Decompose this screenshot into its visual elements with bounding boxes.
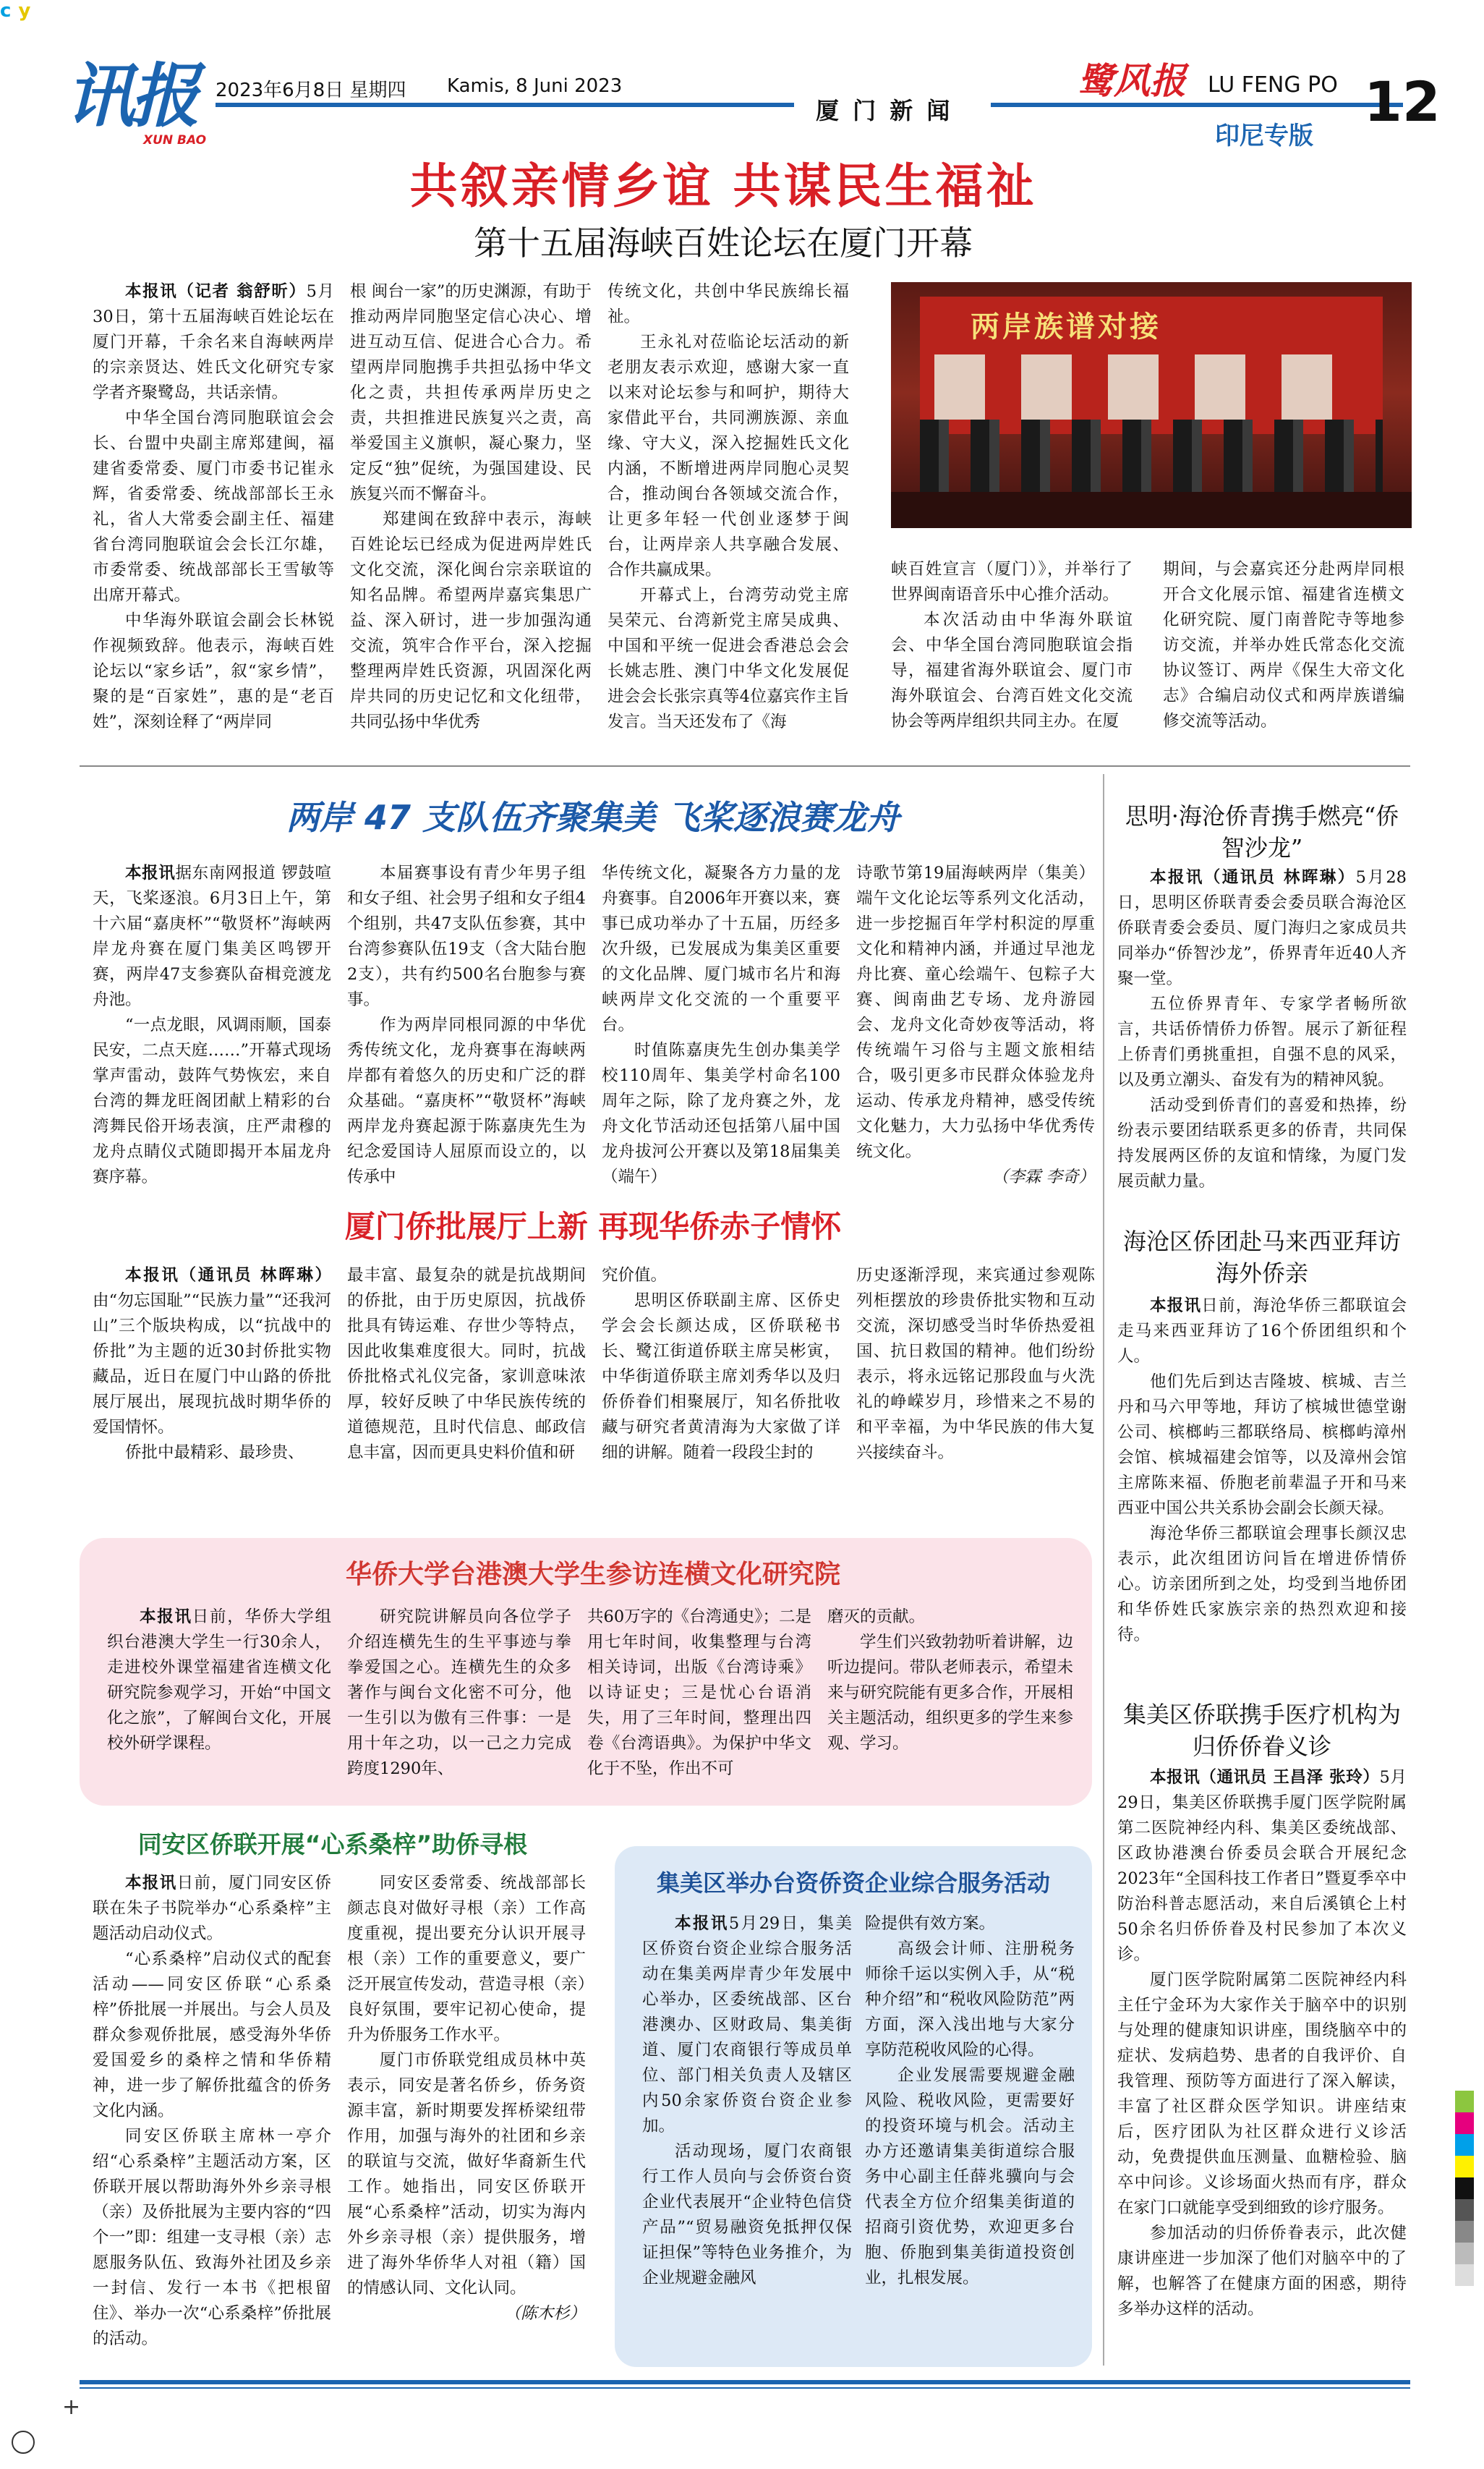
dragon-col-3 <box>602 861 840 1186</box>
lead-subhead: 第十五届海峡百姓论坛在厦门开幕 <box>474 224 973 263</box>
color-swatch-gray-3 <box>1455 2243 1474 2264</box>
lead-col-5 <box>1163 557 1404 745</box>
huaqiao-col-2 <box>347 1605 571 1793</box>
paragraph: 他们先后到达吉隆坡、槟城、吉兰丹和马六甲等地，拜访了槟城世德堂谢公司、槟榔屿三都联络局、槟榔屿漳州会馆、槟城福建会馆等，以及漳州会馆主席陈来福、侨胞老前辈温子开和马来西亚中国公共关系协会副会长颜天禄。 <box>1117 1372 1407 1518</box>
color-swatch-gray-2 <box>1455 2221 1474 2243</box>
paragraph: 厦门市侨联党组成员林中英表示，同安是著名侨乡，侨务资源丰富，新时期要发挥桥梁纽带作用，加强与海外的社团和乡亲的联谊与交流，做好华裔新生代工作。她指出，同安区侨联开展“心系桑梓”活动，切实为海内外乡亲寻根（亲）提供服务，增进了海外华侨华人对祖（籍）国的情感认同、文化认同。 <box>347 2051 586 2298</box>
siming-body <box>1117 865 1407 1191</box>
jimei-biz-col-1 <box>642 1911 852 2360</box>
paragraph: 作为两岸同根同源的中华优秀传统文化，龙舟赛事在海峡两岸都有着悠久的历史和广泛的群众基础。“嘉庚杯”“敬贤杯”海峡两岸龙舟赛起源于陈嘉庚先生为纪念爱国诗人屈原而设立的，以传承中 <box>347 1016 586 1186</box>
logo-text: 讯报 <box>65 56 195 137</box>
dragon-col-4 <box>856 861 1095 1186</box>
color-swatch-cyan <box>1455 2134 1474 2156</box>
photo-sign-text: 两岸族谱对接 <box>971 310 1161 344</box>
paragraph: 本报讯（记者 翁舒昕）5月30日，第十五届海峡百姓论坛在厦门开幕，千余名来自海峡两岸的宗亲贤达、姓氏文化研究专家学者齐聚鹭岛，共话亲情。 <box>93 282 334 402</box>
paragraph: 华传统文化，凝聚各方力量的龙舟赛事。自2006年开赛以来，赛事已成功举办了十五届，历经多次升级，已发展成为集美区重要的文化品牌、厦门城市名片和海峡两岸文化交流的一个重要平台。 <box>602 864 840 1034</box>
paragraph: 根 闽台一家”的历史渊源，有助于推动两岸同胞坚定信心决心、增进互动互信、促进合心合力。希望两岸同胞携手共担弘扬中华文化之责，共担传承两岸历史之责，共担推进民族复兴之责，高举爱国主义旗帜，凝心聚力，坚定反“独”促统，为强国建设、民族复兴而不懈奋斗。 <box>350 282 592 503</box>
tongan-headline: 同安区侨联开展“心系桑梓”助侨寻根 <box>137 1830 528 1858</box>
huaqiao-col-3 <box>587 1605 811 1793</box>
registration-y: y <box>18 0 38 22</box>
color-swatch-yellow <box>1455 2156 1474 2177</box>
dragon-col-2 <box>347 861 586 1186</box>
color-swatch-green <box>1455 2091 1474 2112</box>
crop-mark-corner <box>12 2431 35 2454</box>
issue-date-indonesian: Kamis, 8 Juni 2023 <box>447 75 623 97</box>
paragraph: 思明区侨联副主席、区侨史学会会长颜达成，区侨联秘书长、鹭江街道侨联主席吴彬寅，中华街道侨联主席刘秀华以及归侨侨眷们相聚展厅，知名侨批收藏与研究者黄清海为大家做了详细的讲解。随着一段段尘封的 <box>602 1291 840 1462</box>
section-divider <box>80 765 1410 767</box>
registration-c: c <box>0 0 19 22</box>
exhibition-col-1 <box>93 1263 331 1513</box>
logo-subtext: XUN BAO <box>143 133 207 148</box>
siming-headline: 思明·海沧侨青携手燃亮“侨智沙龙” <box>1125 802 1399 862</box>
paragraph: 险提供有效方案。 <box>865 1914 996 1933</box>
photo-framed-genealogies <box>934 354 1368 420</box>
paragraph: 参加活动的归侨侨眷表示，此次健康讲座进一步加深了他们对脑卒中的了解，也解答了在健康方面的困惑，期待多举办这样的活动。 <box>1117 2224 1407 2319</box>
byline-signature: （李霖 李奇） <box>992 1168 1095 1186</box>
paragraph: 本报讯日前，华侨大学组织台港澳大学生一行30余人，走进校外课堂福建省连横文化研究院参观学习，开始“中国文化之旅”，了解闽台文化，开展校外研学课程。 <box>107 1607 331 1753</box>
page-number: 12 <box>1364 69 1441 134</box>
medical-body <box>1117 1765 1407 2366</box>
jimei-biz-headline: 集美区举办台资侨资企业综合服务活动 <box>656 1869 1050 1897</box>
photo-people <box>920 420 1383 499</box>
haicang-body <box>1117 1293 1407 1684</box>
paragraph: 开幕式上，台湾劳动党主席吴荣元、台湾新党主席吴成典、中国和平统一促进会香港总会会长姚志胜、澳门中华文化发展促进会会长张宗真等4位嘉宾作主旨发言。当天还发布了《海 <box>607 586 849 731</box>
paragraph: 本次活动由中华海外联谊会、中华全国台湾同胞联谊会指导，福建省海外联谊会、厦门市海外联谊会、台湾百姓文化交流协会等两岸组织共同主办。在厦 <box>891 611 1133 731</box>
byline-signature: （陈木杉） <box>504 2304 586 2323</box>
crop-mark-bottom: + <box>62 2394 81 2420</box>
paragraph: 活动受到侨青们的喜爱和热捧，纷纷表示要团结联系更多的侨青，共同保持发展两区侨的友谊和情缘，为厦门发展贡献力量。 <box>1117 1096 1407 1191</box>
paragraph: 磨灭的贡献。 <box>827 1607 926 1626</box>
paragraph: 峡百姓宣言（厦门）》，并举行了世界闽南语音乐中心推介活动。 <box>891 560 1133 604</box>
paragraph: 企业发展需要规避金融风险、税收风险，更需要好的投资环境与机会。活动主办方还邀请集美街道综合服务中心副主任薛兆骥向与会代表全方位介绍集美街道的招商引资优势，欢迎更多台胞、侨胞到集美街道投资创业，扎根发展。 <box>865 2066 1075 2287</box>
paragraph: 同安区委常委、统战部部长颜志良对做好寻根（亲）工作高度重视，提出要充分认识开展寻根（亲）工作的重要意义，要广泛开展宣传发动，营造寻根（亲）良好氛围，要牢记初心使命，提升为侨服务工作水平。 <box>347 1874 586 2044</box>
right-column-divider <box>1103 774 1104 2366</box>
lead-col-3 <box>607 279 849 735</box>
color-swatch-gray-1 <box>1455 2199 1474 2221</box>
huaqiao-headline: 华侨大学台港澳大学生参访连横文化研究院 <box>345 1560 840 1589</box>
paragraph: 究价值。 <box>602 1266 668 1285</box>
dragon-col-1 <box>93 861 331 1186</box>
lead-col-2 <box>350 279 592 735</box>
issue-date: 2023年6月8日 星期四 <box>216 80 406 101</box>
paragraph: 厦门医学院附属第二医院神经内科主任宁金环为大家作关于脑卒中的识别与处理的健康知识讲座，围绕脑卒中的症状、发病趋势、患者的自我评价、自我管理、预防等方面进行了深入解读，丰富了社区群众医学知识。讲座结束后，医疗团队为社区群众进行义诊活动，免费提供血压测量、血糖检验、脑卒中问诊。义诊场面火热而有序，群众在家门口就能享受到细致的诊疗服务。 <box>1117 1971 1407 2217</box>
paragraph: 本报讯5月29日，集美区侨资台资企业综合服务活动在集美两岸青少年发展中心举办，区委统战部、区台港澳办、区财政局、集美街道、厦门农商银行等成员单位、部门相关负责人及辖区内50余家侨资台资企业参加。 <box>642 1914 852 2136</box>
paragraph: 本报讯日前，厦门同安区侨联在朱子书院举办“心系桑梓”主题活动启动仪式。 <box>93 1874 331 1943</box>
jimei-biz-col-2 <box>865 1911 1075 2360</box>
dateline: 本报讯（记者 翁舒昕） <box>125 282 307 301</box>
paragraph: 诗歌节第19届海峡两岸（集美）端午文化论坛等系列文化活动，进一步挖掘百年学村积淀的厚重文化和精神内涵，并通过早池龙舟比赛、童心绘端午、包粽子大赛、闽南曲艺专场、龙舟游园会、龙舟文化奇妙夜等活动，将传统端午习俗与主题文旅相结合，吸引更多市民群众体验龙舟运动、传承龙舟精神，感受传统文化魅力，大力弘扬中华优秀传统文化。 <box>856 864 1095 1161</box>
lead-headline: 共叙亲情乡谊 共谋民生福祉 <box>409 158 1037 214</box>
footer-rule <box>80 2380 1410 2384</box>
paragraph: 传统文化，共创中华民族绵长福祉。 <box>607 282 849 326</box>
paragraph: 时值陈嘉庚先生创办集美学校110周年、集美学村命名100周年之际，除了龙舟赛之外，龙舟文化节活动还包括第八届中国龙舟拔河公开赛以及第18届集美（端午） <box>602 1041 840 1186</box>
paragraph: 本报讯（通讯员 林晖琳）5月28日，思明区侨联青委会委员联合海沧区侨联青委会委员、厦门海归之家成员共同举办“侨智沙龙”，侨界青年近40人齐聚一堂。 <box>1117 868 1407 988</box>
section-name: 厦 门 新 闻 <box>816 97 953 124</box>
paper-name: LU FENG PO <box>1208 72 1338 98</box>
xunbao-logo <box>65 56 224 150</box>
color-swatch-black <box>1455 2177 1474 2199</box>
paragraph: 同安区侨联主席林一亭介绍“心系桑梓”主题活动方案，区侨联开展以帮助海外外乡亲寻根（亲）及侨批展为主要内容的“四个一”即：组建一支寻根（亲）志愿服务队伍、致海外社团及乡亲一封信、发行一本书《把根留住》、举办一次“心系桑梓”侨批展的活动。 <box>93 2127 331 2348</box>
exhibition-col-2 <box>347 1263 586 1513</box>
medical-headline: 集美区侨联携手医疗机构为归侨侨眷义诊 <box>1122 1701 1401 1760</box>
paragraph: 最丰富、最复杂的就是抗战期间的侨批，由于历史原因，抗战侨批具有铸运难、存世少等特点，因此收集难度很大。同时，抗战侨批格式礼仪完备，家训意味浓厚，较好反映了中华民族传统的道德规范，且时代信息、邮政信息丰富，因而更具史料价值和研 <box>347 1266 586 1462</box>
registration-marks <box>0 0 38 22</box>
paragraph: 学生们兴致勃勃听着讲解，边听边提问。带队老师表示，希望未来与研究院能有更多合作，开展相关主题活动，组织更多的学生来参观、学习。 <box>827 1633 1073 1753</box>
lead-col-4 <box>891 557 1133 745</box>
masthead-rule-left <box>216 103 794 107</box>
exhibition-col-3 <box>602 1263 840 1513</box>
haicang-headline: 海沧区侨团赴马来西亚拜访海外侨亲 <box>1122 1228 1401 1287</box>
huaqiao-col-1 <box>107 1605 331 1793</box>
paragraph: 五位侨界青年、专家学者畅所欲言，共话侨情侨力侨智。展示了新征程上侨青们勇挑重担，自强不息的风采，以及勇立潮头、奋发有为的精神风貌。 <box>1117 995 1407 1089</box>
edition-label: 印尼专版 <box>1215 122 1313 150</box>
paragraph: 本报讯据东南网报道 锣鼓喧天，飞桨逐浪。6月3日上午，第十六届“嘉庚杯”“敬贤杯”海峡两岸龙舟赛在厦门集美区鸣锣开赛，两岸47支参赛队奋楫竞渡龙舟池。 <box>93 864 331 1009</box>
paragraph: 侨批中最精彩、最珍贵、 <box>125 1443 304 1462</box>
paragraph: 海沧华侨三都联谊会理事长颜汉忠表示，此次组团访问旨在增进侨情侨心。访亲团所到之处，均受到当地侨团和华侨姓氏家族宗亲的热烈欢迎和接待。 <box>1117 1524 1407 1644</box>
huaqiao-col-4 <box>827 1605 1073 1793</box>
paragraph: 本报讯（通讯员 林晖琳）由“勿忘国耻”“民族力量”“还我河山”三个版块构成，以“抗战中的侨批”为主题的近30封侨批实物藏品，近日在厦门中山路的侨批展厅展出，展现抗战时期华侨的爱国情怀。 <box>93 1266 331 1437</box>
lead-col-1 <box>93 279 334 735</box>
lead-photo <box>891 282 1412 528</box>
masthead-rule-right <box>991 103 1403 107</box>
paragraph: 共60万字的《台湾通史》；二是用七年时间，收集整理与台湾相关诗词，出版《台湾诗乘》以诗证史；三是忧心台语消失，用了三年时间，整理出四卷《台湾语典》。为保护中华文化于不坠，作出不可 <box>587 1607 811 1778</box>
exhibition-col-4 <box>856 1263 1095 1513</box>
dragon-boat-headline: 两岸 47 支队伍齐聚集美 飞桨逐浪赛龙舟 <box>286 798 900 837</box>
tongan-col-2 <box>347 1871 586 2370</box>
footer-rule-thin <box>80 2387 1410 2389</box>
color-swatch-gray-4 <box>1455 2264 1474 2286</box>
paragraph: 中华全国台湾同胞联谊会会长、台盟中央副主席郑建闽，福建省委常委、厦门市委书记崔永辉，省委常委、统战部部长王永礼，省人大常委会副主任、福建省台湾同胞联谊会会长江尔雄，市委常委、统战部部长王雪敏等出席开幕式。 <box>93 409 334 605</box>
paragraph: 研究院讲解员向各位学子介绍连横先生的生平事迹与拳拳爱国之心。连横先生的众多著作与闽台文化密不可分，他一生引以为傲有三件事：一是用十年之功，以一己之力完成跨度1290年、 <box>347 1607 571 1778</box>
paragraph: 本报讯（通讯员 王昌泽 张玲）5月29日，集美区侨联携手厦门医学院附属第二医院神经内科、集美区委统战部、区政协港澳台侨委员会联合开展纪念2023年“全国科技工作者日”暨夏季卒中防治科普志愿活动，来自后溪镇仑上村50余名归侨侨眷及村民参加了本次义诊。 <box>1117 1768 1407 1964</box>
tongan-col-1 <box>93 1871 331 2370</box>
paragraph: 本报讯日前，海沧华侨三都联谊会走马来西亚拜访了16个侨团组织和个人。 <box>1117 1296 1407 1366</box>
paragraph: 期间，与会嘉宾还分赴两岸同根开合文化展示馆、福建省连横文化研究院、厦门南普陀寺等地参访交流，并举办姓氏常态化交流协议签订、两岸《保生大帝文化志》合编启动仪式和两岸族谱编修交流等活动。 <box>1163 560 1404 731</box>
paragraph: “一点龙眼，风调雨顺，国泰民安，二点天庭……”开幕式现场掌声雷动，鼓阵气势恢宏，来自台湾的舞龙旺阁团献上精彩的台湾舞民俗开场表演，庄严肃穆的龙舟点睛仪式随即揭开本届龙舟赛序幕。 <box>93 1016 331 1186</box>
paragraph: 本届赛事设有青少年男子组和女子组、社会男子组和女子组4个组别，共47支队伍参赛，其中台湾参赛队伍19支（含大陆台胞2支），共有约500名台胞参与赛事。 <box>347 864 586 1009</box>
paragraph: 活动现场，厦门农商银行工作人员向与会侨资台资企业代表展开“企业特色信贷产品”“贸易融资免抵押仅保证担保”等特色业务推介，为企业规避金融风 <box>642 2142 852 2287</box>
paragraph: 高级会计师、注册税务师徐千运以实例入手，从“税种介绍”和“税收风险防范”两方面，深入浅出地与大家分享防范税收风险的心得。 <box>865 1939 1075 2060</box>
photo-stage-floor <box>891 492 1412 528</box>
exhibition-headline: 厦门侨批展厅上新 再现华侨赤子情怀 <box>344 1209 842 1244</box>
paragraph: 王永礼对莅临论坛活动的新老朋友表示欢迎，感谢大家一直以来对论坛参与和呵护，期待大家借此平台，共同溯族源、亲血缘、守大义，深入挖掘姓氏文化内涵，不断增进两岸同胞心灵契合，推动闽台各领域交流合作，让更多年轻一代创业逐梦于闽台，让两岸亲人共享融合发展、合作共赢成果。 <box>607 333 849 579</box>
paragraph: 中华海外联谊会副会长林锐作视频致辞。他表示，海峡百姓论坛以“家乡话”，叙“家乡情”，聚的是“百家姓”，惠的是“老百姓”，深刻诠释了“两岸同 <box>93 611 334 731</box>
paragraph: 历史逐渐浮现，来宾通过参观陈列柜摆放的珍贵侨批实物和互动交流，深切感受当时华侨热爱祖国、抗日救国的精神。他们纷纷表示，将永远铭记那段血与火洗礼的峥嵘岁月，珍惜来之不易的和平幸福，为中华民族的伟大复兴接续奋斗。 <box>856 1266 1095 1462</box>
paragraph: “心系桑梓”启动仪式的配套活动——同安区侨联“心系桑梓”侨批展一并展出。与会人员及群众参观侨批展，感受海外华侨爱国爱乡的桑梓之情和华侨精神，进一步了解侨批蕴含的侨务文化内涵。 <box>93 1950 331 2120</box>
color-swatch-magenta <box>1455 2112 1474 2134</box>
paragraph: 郑建闽在致辞中表示，海峡百姓论坛已经成为促进两岸姓氏文化交流，深化闽台宗亲联谊的知名品牌。希望两岸嘉宾集思广益、深入研讨，进一步加强沟通交流，筑牢合作平台，深入挖掘整理两岸姓氏资源，巩固深化两岸共同的历史记忆和文化纽带，共同弘扬中华优秀 <box>350 510 592 731</box>
paper-logo: 鹭风报 <box>1078 59 1186 102</box>
